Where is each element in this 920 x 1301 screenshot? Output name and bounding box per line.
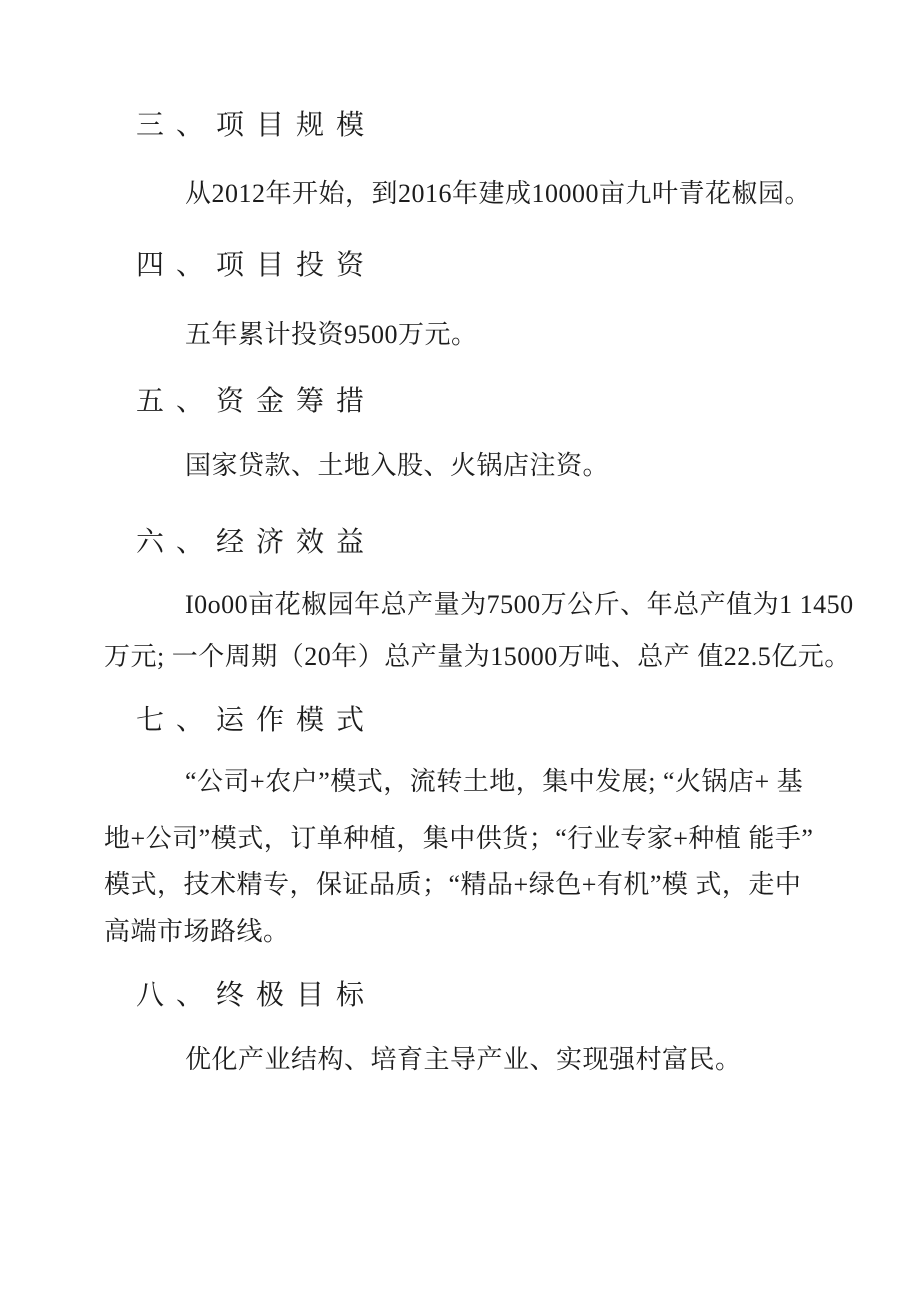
section-heading-4: 四、项目投资 xyxy=(136,250,377,281)
section-3-body-line: 从2012年开始，到2016年建成10000亩九叶青花椒园。 xyxy=(185,179,812,208)
section-7-body-line-4: 高端市场路线。 xyxy=(104,917,290,946)
section-7-body-line-3: 模式，技术精专，保证品质；“精品+绿色+有机”模 式，走中 xyxy=(104,870,802,899)
section-6-body-line-2: 万元; 一个周期（20年）总产量为15000万吨、总产 值22.5亿元。 xyxy=(104,642,851,671)
section-heading-7: 七、运作模式 xyxy=(136,705,377,736)
section-6-body-line-1: I0o00亩花椒园年总产量为7500万公斤、年总产值为1 1450 xyxy=(185,590,854,619)
section-heading-8: 八、终极目标 xyxy=(136,980,377,1011)
section-7-body-line-2: 地+公司”模式，订单种植，集中供货；“行业专家+种植 能手” xyxy=(104,824,814,853)
section-5-body-line: 国家贷款、土地入股、火锅店注资。 xyxy=(185,451,610,480)
section-7-body-line-1: “公司+农户”模式，流转土地，集中发展; “火锅店+ 基 xyxy=(185,767,804,796)
section-heading-6: 六、经济效益 xyxy=(136,527,377,558)
section-heading-5: 五、资金筹措 xyxy=(136,386,377,417)
section-heading-3: 三、项目规模 xyxy=(136,110,377,141)
section-4-body-line: 五年累计投资9500万元。 xyxy=(185,320,478,349)
section-8-body-line: 优化产业结构、培育主导产业、实现强村富民。 xyxy=(185,1045,742,1074)
